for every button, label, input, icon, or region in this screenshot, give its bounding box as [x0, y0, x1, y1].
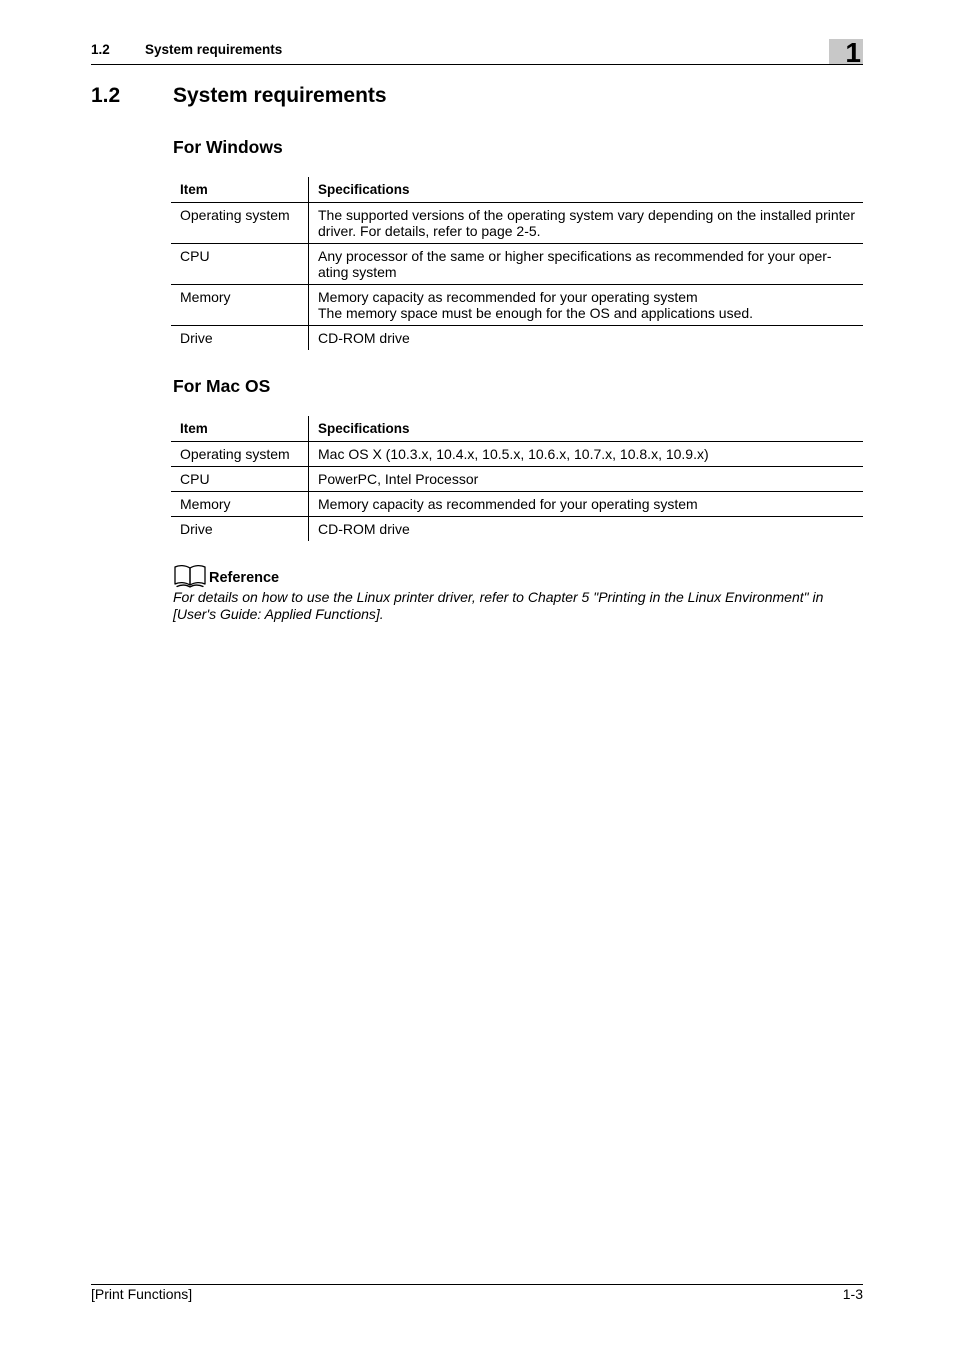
section-number: 1.2 [91, 84, 121, 107]
column-header-item: Item [171, 416, 309, 442]
page-title [91, 84, 387, 108]
spec-cell: Memory capacity as recommended for your operating system [309, 492, 864, 517]
spec-cell: PowerPC, Intel Processor [309, 467, 864, 492]
section-title: System requirements [173, 84, 387, 107]
reference-text: For details on how to use the Linux printer driver, refer to Chapter 5 "Printing in the Linux Environment" in [User's Guide: Applied Functions]. [173, 589, 824, 622]
spec-cell: CD-ROM drive [318, 330, 410, 346]
running-header [91, 42, 282, 57]
table-row [171, 203, 863, 244]
item-cell: CPU [171, 467, 309, 492]
table-header-row [171, 177, 863, 203]
reference-label: Reference [209, 570, 280, 586]
table-header-row [171, 416, 863, 442]
item-cell: Memory [171, 492, 309, 517]
column-header-specifications: Specifications [309, 416, 864, 442]
table-row [171, 467, 863, 492]
spec-line: Memory capacity as recommended for your operating system [318, 289, 698, 305]
item-cell: Operating system [171, 203, 309, 244]
running-header-title: System requirements [145, 42, 283, 57]
item-cell: Operating system [171, 442, 309, 467]
table-row [171, 517, 863, 542]
table-row [171, 244, 863, 285]
table-row [171, 442, 863, 467]
table-row [171, 492, 863, 517]
column-header-item: Item [171, 177, 309, 203]
spec-line: The memory space must be enough for the OS and applications used. [318, 305, 754, 321]
mac-heading: For Mac OS [173, 376, 271, 396]
table-row [171, 285, 863, 326]
item-cell: Drive [171, 517, 309, 542]
spec-cell: Any processor of the same or higher specifications as recommended for your oper-ating system [309, 244, 864, 285]
spec-cell: The supported versions of the operating system vary depending on the installed printer driver. For details, refer to page 2-5. [309, 203, 864, 244]
footer-manual-name: [Print Functions] [91, 1286, 193, 1302]
spec-cell: Mac OS X (10.3.x, 10.4.x, 10.5.x, 10.6.x, 10.7.x, 10.8.x, 10.9.x) [309, 442, 864, 467]
table-row [171, 326, 863, 351]
footer-page-number: 1-3 [842, 1286, 863, 1302]
item-cell: CPU [171, 244, 309, 285]
windows-requirements-table [171, 177, 863, 350]
chapter-number: 1 [845, 37, 861, 68]
spec-cell [309, 285, 864, 326]
running-header-number: 1.2 [91, 42, 110, 57]
mac-requirements-table [171, 416, 863, 541]
footer-rule [91, 1284, 863, 1285]
column-header-specifications: Specifications [309, 177, 864, 203]
open-book-icon [173, 563, 207, 589]
spec-cell: CD-ROM drive [318, 521, 410, 537]
item-cell: Drive [171, 326, 309, 351]
header-rule [91, 64, 863, 65]
windows-heading: For Windows [173, 137, 283, 157]
item-cell: Memory [171, 285, 309, 326]
chapter-tab [829, 37, 863, 68]
